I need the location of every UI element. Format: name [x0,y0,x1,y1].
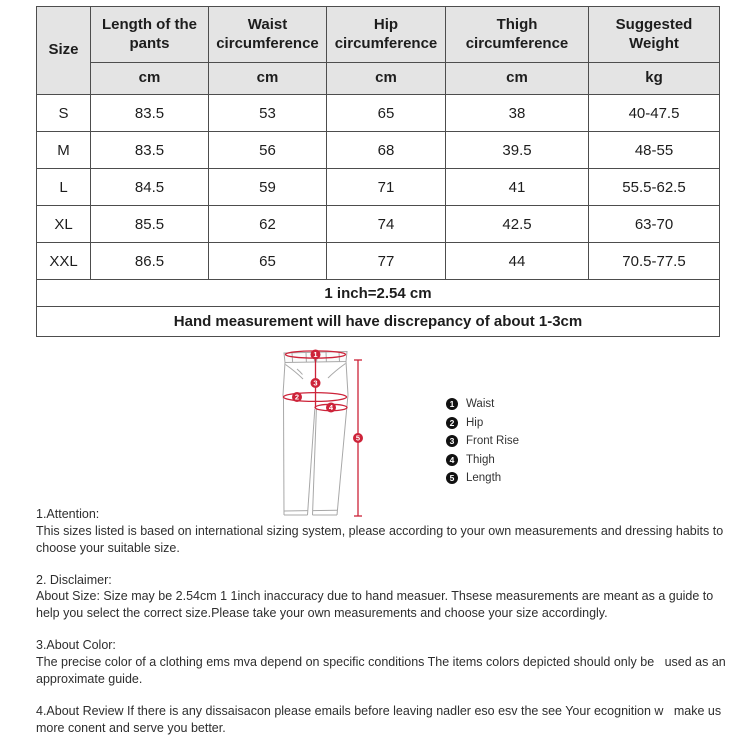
legend-item-hip [446,414,519,433]
column-header-thigh: Thigh circumference [446,7,589,63]
section-heading: 2. Disclaimer: [36,572,736,589]
value-cell: 71 [327,169,446,206]
measurement-annotations [284,350,364,517]
table-row [37,243,720,280]
table-units-row [37,63,720,95]
size-cell: L [37,169,91,206]
value-cell: 62 [209,206,327,243]
value-cell: 53 [209,95,327,132]
size-cell: M [37,132,91,169]
section-attention [36,506,736,557]
table-row [37,169,720,206]
unit-cell: kg [589,63,720,95]
thigh-badge [326,403,336,413]
value-cell: 86.5 [91,243,209,280]
legend-item-front-rise [446,432,519,451]
legend-number-badge: 5 [446,472,458,484]
badge-number: 1 [313,350,317,359]
legend-item-thigh [446,451,519,470]
legend-number-badge: 4 [446,454,458,466]
value-cell: 55.5-62.5 [589,169,720,206]
section-about-color [36,637,736,688]
table-header-row [37,7,720,63]
section-body: About Size: Size may be 2.54cm 1 1inch inaccuracy due to hand measuer. Thsese measurements are meant as a guide to help you select the correct size.Please take your own measurements and choose your size accordingly. [36,588,736,622]
legend-item-waist [446,395,519,414]
legend-label: Waist [466,398,494,410]
value-cell: 56 [209,132,327,169]
size-chart [36,6,719,337]
value-cell: 38 [446,95,589,132]
table-row [37,95,720,132]
section-body: The precise color of a clothing ems mva depend on specific conditions The items colors depicted should only be used as an approximate guide. [36,654,736,688]
value-cell: 83.5 [91,132,209,169]
section-disclaimer [36,572,736,623]
section-about-review [36,703,736,737]
value-cell: 70.5-77.5 [589,243,720,280]
value-cell: 44 [446,243,589,280]
legend-number-badge: 3 [446,435,458,447]
size-cell: XXL [37,243,91,280]
unit-cell: cm [209,63,327,95]
measurement-legend [446,395,519,488]
length-badge [353,433,363,443]
size-table [36,6,720,337]
legend-label: Hip [466,417,483,429]
badge-number: 4 [329,403,334,412]
hand-measurement-note: Hand measurement will have discrepancy of about 1-3cm [37,307,720,337]
value-cell: 77 [327,243,446,280]
table-row [37,132,720,169]
value-cell: 85.5 [91,206,209,243]
front-rise-badge [311,378,321,388]
value-cell: 48-55 [589,132,720,169]
value-cell: 41 [446,169,589,206]
legend-label: Front Rise [466,435,519,447]
badge-number: 2 [295,393,299,402]
section-body: 4.About Review If there is any dissaisacon please emails before leaving nadler eso esv the see Your ecognition w make us more conent and serve you better. [36,703,736,737]
section-heading: 3.About Color: [36,637,736,654]
unit-cell: cm [446,63,589,95]
note-row-inch [37,280,720,307]
column-header-hip: Hip circumference [327,7,446,63]
value-cell: 83.5 [91,95,209,132]
value-cell: 65 [209,243,327,280]
size-table-body [37,95,720,280]
section-heading: 1.Attention: [36,506,736,523]
legend-label: Length [466,472,501,484]
legend-number-badge: 2 [446,417,458,429]
pants-diagram [270,345,380,520]
table-row [37,206,720,243]
column-header-length: Length of the pants [91,7,209,63]
badge-number: 3 [313,379,317,388]
value-cell: 40-47.5 [589,95,720,132]
section-body: This sizes listed is based on international sizing system, please according to your own measurements and dressing habits to choose your suitable size. [36,523,736,557]
column-header-weight: Suggested Weight [589,7,720,63]
unit-cell: cm [91,63,209,95]
size-cell: S [37,95,91,132]
waist-badge [311,350,321,360]
legend-number-badge: 1 [446,398,458,410]
value-cell: 74 [327,206,446,243]
legend-item-length [446,469,519,488]
note-row-measurement [37,307,720,337]
info-sections [36,506,736,752]
value-cell: 63-70 [589,206,720,243]
value-cell: 84.5 [91,169,209,206]
column-header-size: Size [37,7,91,95]
value-cell: 59 [209,169,327,206]
hip-badge [292,392,302,402]
value-cell: 39.5 [446,132,589,169]
value-cell: 68 [327,132,446,169]
column-header-waist: Waist circumference [209,7,327,63]
inch-conversion-note: 1 inch=2.54 cm [37,280,720,307]
unit-cell: cm [327,63,446,95]
badge-number: 5 [356,434,360,443]
size-cell: XL [37,206,91,243]
value-cell: 42.5 [446,206,589,243]
value-cell: 65 [327,95,446,132]
legend-label: Thigh [466,454,495,466]
